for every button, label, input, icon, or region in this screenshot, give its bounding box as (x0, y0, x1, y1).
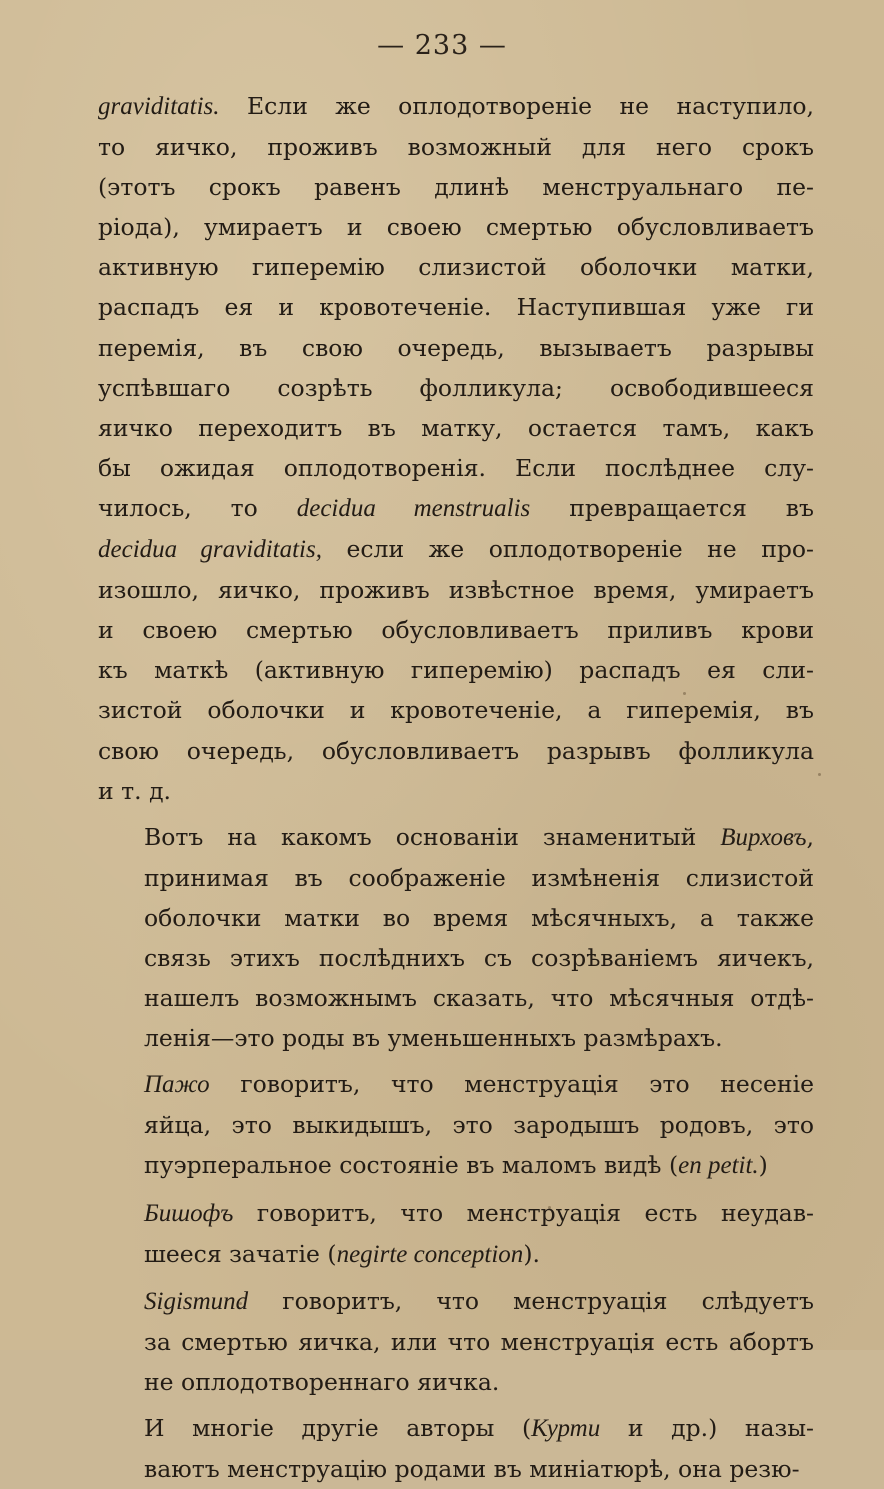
text-line (98, 408, 814, 448)
text-line (98, 328, 814, 368)
text-span: если же оплодотвореніе не про- (321, 535, 814, 564)
text-span: свою очередь, обусловливаетъ разрывъ фолликула (98, 736, 814, 765)
italic-text: negirte conception (336, 1240, 524, 1268)
text-line (98, 1362, 814, 1402)
paper-speck (818, 773, 821, 776)
text-span: Если же оплодотвореніе не наступило, (219, 92, 814, 120)
text-span: чилось, то (98, 493, 297, 522)
text-span: къ маткѣ (активную гиперемію) распадъ ея сли- (98, 656, 814, 685)
text-span: активную гиперемію слизистой оболочки матки, (98, 253, 814, 282)
text-span: говоритъ, что менструація слѣдуетъ (248, 1286, 814, 1315)
text-span: не оплодотвореннаго яичка. (144, 1367, 500, 1396)
paragraph (98, 817, 814, 1059)
text-span: ) (758, 1151, 768, 1180)
body-text (98, 86, 814, 1489)
text-line (98, 127, 814, 167)
text-span: оболочки матки во время мѣсячныхъ, а также (144, 903, 814, 932)
text-span: за смертью яичка, или что менструація есть абортъ (144, 1327, 814, 1356)
text-line (98, 650, 814, 690)
text-line (98, 287, 814, 327)
text-span: ). (523, 1239, 540, 1268)
text-span: яйца, это выкидышъ, это зародышъ родовъ, это (144, 1111, 814, 1140)
text-span: и своею смертью обусловливаетъ приливъ крови (98, 616, 814, 645)
text-span: говоритъ, что менструація есть неудав- (233, 1198, 814, 1227)
text-span: и т. д. (98, 776, 172, 805)
text-line (98, 1449, 814, 1489)
italic-text: Вирховъ (720, 823, 807, 851)
text-line (98, 817, 814, 858)
text-span: успѣвшаго созрѣть фолликула; освободившееся (98, 373, 814, 402)
text-span: принимая въ соображеніе измѣненія слизистой (144, 863, 814, 892)
italic-text: decidua menstrualis (296, 494, 531, 522)
text-span: яичко переходитъ въ матку, остается тамъ, какъ (98, 413, 814, 442)
paper-speck (548, 1206, 551, 1209)
text-span: нашелъ возможнымъ сказать, что мѣсячныя отдѣ- (144, 984, 814, 1013)
text-line (98, 938, 814, 978)
paragraph (98, 86, 814, 811)
italic-text: decidua graviditatis, (98, 536, 322, 564)
text-span: ріода), умираетъ и своею смертью обусловливаетъ (98, 213, 814, 242)
text-span: ваютъ менструацію родами въ миніатюрѣ, она резю- (144, 1455, 800, 1484)
text-line (98, 1193, 814, 1234)
page-number: — 233 — (377, 30, 507, 61)
paragraph (98, 1064, 814, 1186)
text-span: шееся зачатіе ( (144, 1239, 337, 1268)
text-line (98, 448, 814, 488)
text-line (98, 207, 814, 247)
text-line (98, 1145, 814, 1186)
text-span: превращается въ (530, 493, 814, 522)
paper-speck (239, 1302, 242, 1305)
italic-text: Бишофъ (144, 1199, 234, 1227)
text-line (98, 771, 814, 811)
text-line (98, 1408, 814, 1449)
text-line (98, 488, 814, 529)
text-line (98, 86, 814, 127)
text-span: изошло, яичко, проживъ извѣстное время, умираетъ (98, 576, 814, 605)
text-span: пуэрперальное состояніе въ маломъ видѣ ( (144, 1151, 679, 1180)
italic-text: Sigismund (144, 1287, 249, 1315)
paragraph (98, 1193, 814, 1275)
text-span: и др.) назы- (600, 1414, 814, 1442)
text-line (98, 529, 814, 570)
text-span: , (806, 822, 814, 851)
text-line (98, 690, 814, 730)
paper-speck (247, 312, 250, 315)
text-line (98, 898, 814, 938)
text-span: И многіе другіе авторы ( (144, 1414, 532, 1442)
text-line (98, 610, 814, 650)
text-span: (этотъ срокъ равенъ длинѣ менструальнаго пе- (98, 173, 814, 202)
text-line (98, 368, 814, 408)
paper-speck (683, 692, 686, 695)
text-line (98, 570, 814, 610)
text-line (98, 167, 814, 207)
text-span: зистой оболочки и кровотеченіе, а гиперемія, въ (98, 696, 814, 725)
italic-text: graviditatis. (98, 93, 220, 120)
text-line (98, 978, 814, 1018)
paragraph (98, 1281, 814, 1402)
text-line (98, 1322, 814, 1362)
text-line (98, 858, 814, 898)
text-line (98, 1018, 814, 1058)
paragraph (98, 1408, 814, 1489)
text-span: связь этихъ послѣднихъ съ созрѣваніемъ яичекъ, (144, 943, 814, 972)
text-line (98, 1064, 814, 1105)
text-line (98, 1281, 814, 1322)
text-span: говоритъ, что менструація это несеніе (209, 1070, 814, 1099)
text-line (98, 1105, 814, 1145)
italic-text: Курти (531, 1415, 601, 1442)
italic-text: Пажо (144, 1071, 210, 1099)
italic-text: en petit. (678, 1152, 759, 1180)
text-line (98, 731, 814, 771)
text-span: бы ожидая оплодотворенія. Если послѣднее слу- (98, 453, 814, 482)
text-line (98, 1234, 814, 1275)
text-line (98, 247, 814, 287)
text-span: распадъ ея и кровотеченіе. Наступившая уже ги (98, 293, 814, 322)
text-span: перемія, въ свою очередь, вызываетъ разрывы (98, 333, 814, 362)
text-span: то яичко, проживъ возможный для него срокъ (98, 133, 814, 162)
text-span: ленія—это роды въ уменьшенныхъ размѣрахъ. (144, 1024, 723, 1053)
text-span: Вотъ на какомъ основаніи знаменитый (144, 822, 721, 851)
